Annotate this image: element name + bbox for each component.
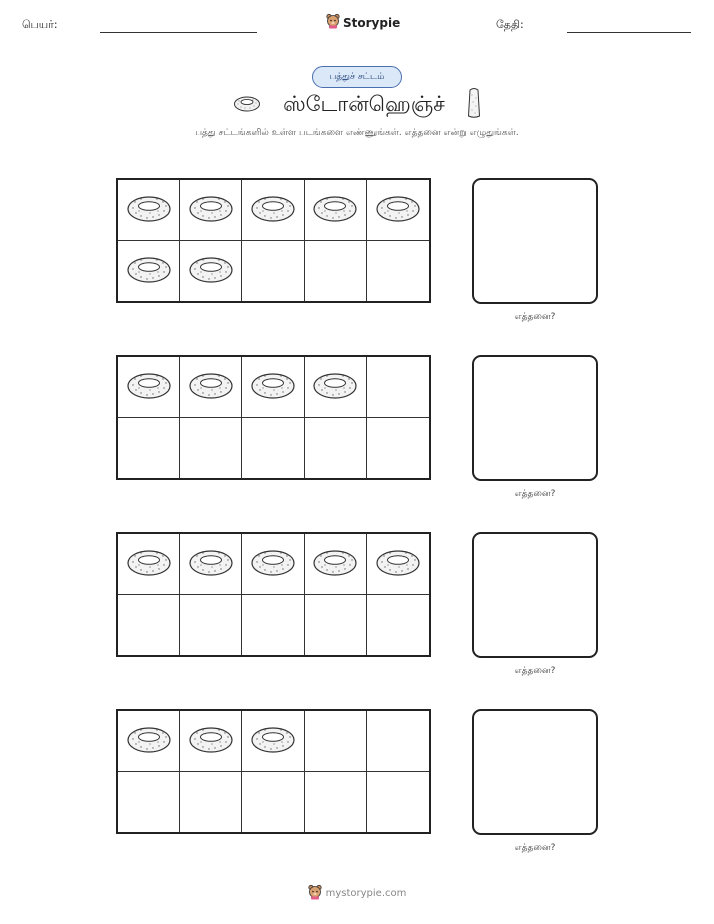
frame-cell [242,772,304,833]
title-row [0,88,714,122]
frame-cell [367,418,429,479]
stone-ring-icon [126,193,172,227]
answer-box-2[interactable] [472,355,598,481]
frame-cell [242,711,304,772]
stone-ring-icon [126,547,172,581]
frame-cell [305,241,367,302]
brand [326,13,400,33]
name-line[interactable] [100,32,257,33]
stone-ring-icon [312,547,358,581]
frame-cell [118,357,180,418]
stone-ring-icon [250,193,296,227]
frame-cell [118,241,180,302]
frame-cell [367,711,429,772]
frame-cell [242,534,304,595]
stone-ring-icon [250,370,296,404]
frame-cell [180,180,242,241]
how-many-label-4: எத்தனை? [514,843,556,853]
brand-name: Storypie [343,16,401,30]
frame-cell [305,595,367,656]
frame-cell [118,772,180,833]
stone-ring-icon [126,724,172,758]
stone-ring-icon [233,94,261,116]
frame-cell [180,711,242,772]
frame-cell [305,418,367,479]
stone-ring-icon [250,724,296,758]
frame-cell [118,180,180,241]
frame-cell [367,241,429,302]
frame-cell [180,595,242,656]
stone-ring-icon [312,193,358,227]
frame-cell [118,418,180,479]
frame-cell [367,357,429,418]
name-label: பெயர்: [22,18,58,31]
stone-ring-icon [375,547,421,581]
ten-frame-1 [116,178,431,303]
ten-frame-2 [116,355,431,480]
worksheet-tag: பத்துச் சட்டம் [312,66,402,88]
page-title: ஸ்டோன்ஹெஞ்ச் [283,91,445,116]
answer-box-3[interactable] [472,532,598,658]
frame-cell [180,241,242,302]
how-many-label-1: எத்தனை? [514,312,556,322]
frame-cell [305,534,367,595]
how-many-label-2: எத்தனை? [514,489,556,499]
stone-ring-icon [188,724,234,758]
ten-frame-3 [116,532,431,657]
stone-ring-icon [188,547,234,581]
stone-ring-icon [126,370,172,404]
answer-box-4[interactable] [472,709,598,835]
ten-frame-4 [116,709,431,834]
stone-ring-icon [188,254,234,288]
footer [0,884,714,903]
stone-ring-icon [375,193,421,227]
bear-mascot-icon [326,13,340,33]
frame-cell [242,418,304,479]
frame-cell [367,534,429,595]
frame-cell [367,180,429,241]
frame-cell [305,357,367,418]
frame-cell [305,711,367,772]
stone-ring-icon [312,370,358,404]
frame-cell [180,357,242,418]
standing-stone-icon [467,87,481,123]
frame-cell [242,241,304,302]
frame-cell [242,180,304,241]
frame-cell [242,357,304,418]
bear-mascot-icon [308,884,322,903]
stone-ring-icon [126,254,172,288]
frame-cell [180,418,242,479]
answer-box-1[interactable] [472,178,598,304]
frame-cell [305,772,367,833]
stone-ring-icon [250,547,296,581]
frame-cell [242,595,304,656]
frame-cell [367,595,429,656]
instructions: பத்து சட்டங்களில் உள்ள படங்களை எண்ணுங்கள். எத்தனை என்று எழுதுங்கள். [195,128,519,138]
date-line[interactable] [567,32,691,33]
frame-cell [367,772,429,833]
frame-cell [180,534,242,595]
date-label: தேதி: [496,18,524,31]
how-many-label-3: எத்தனை? [514,666,556,676]
frame-cell [180,772,242,833]
frame-cell [305,180,367,241]
stone-ring-icon [188,370,234,404]
frame-cell [118,711,180,772]
frame-cell [118,595,180,656]
footer-url[interactable]: mystorypie.com [325,888,407,899]
stone-ring-icon [188,193,234,227]
frame-cell [118,534,180,595]
